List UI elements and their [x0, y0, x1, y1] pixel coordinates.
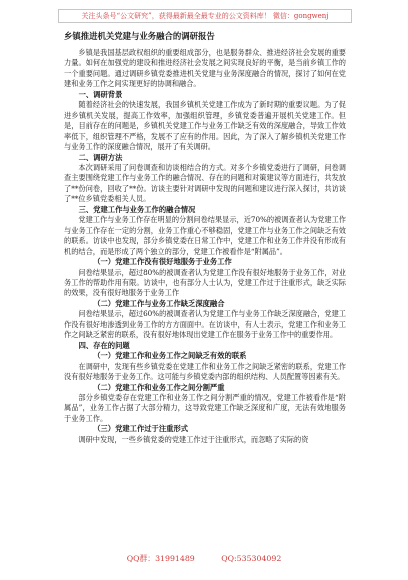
section-heading: （一）党建工作和业务工作之间缺乏有效的联系: [93, 351, 247, 361]
paragraph: 乡镇是我国基层政权组织的重要组成部分，也是服务群众、推进经济社会发展的重要力量。如何在加强党的建设和推进经济社会发展之间实现良好的平衡，是当前乡镇工作的一个重要问题。通过调研乡镇党委推进机关党建与业务深度融合的情况，探讨了如何在党建和业务工作之间实现更好的协调和融合。: [64, 48, 346, 89]
paragraph: 问卷结果显示，超过80%的被调查者认为党建工作没有很好地服务于业务工作，对业务工作的帮助作用有限。访谈中，也有部分人士认为，党建工作过于注重形式，缺乏实际的效果，没有很好地服务于业务工作: [64, 267, 346, 298]
section-heading: 四、存在的问题: [78, 340, 130, 350]
promo-banner: 关注头条号“公文研究”，获得最新最全最专业的公文资料库！ 微信：gongwenj: [58, 9, 352, 23]
paragraph: 党建工作与业务工作存在明显的分割问卷结果显示，近70%的被调查者认为党建工作与业务工作存在一定的分割，业务工作重心不够稳固，党建工作与业务工作之间缺乏有效的联系。访谈中也发现，部分乡镇党委在日常工作中，党建工作和业务工作并没有形成有机的结合，而是形成了两个独立的部分，党建工作被看作是“附属品”。: [64, 215, 346, 256]
paragraph: 随着经济社会的快速发展，我国乡镇机关党建工作成为了新时期的重要议题。为了促进乡镇机关发展，提高工作效率，加强组织管理，乡镇党委普遍开展机关党建工作。但是，目前存在的问题是，乡镇机关党建工作与业务工作缺乏有效的深度融合，导致工作效率低下，组织管理不严格，发展不了应有的作用。因此，为了深入了解乡镇机关党建工作与业务工作的深度融合情况，展开了有关调研。: [64, 100, 346, 152]
page-title: 乡镇推进机关党建与业务融合的调研报告: [64, 31, 215, 41]
paragraph: 部分乡镇党委存在党建工作和业务工作之间分割严重的情况，党建工作被看作是“附属品”，业务工作占据了大部分精力，这导致党建工作缺乏深度和广度，无法有效地服务于业务工作。: [64, 392, 346, 423]
section-heading: （二）党建工作和业务工作之间分割严重: [93, 382, 225, 392]
section-heading: 三、党建工作与业务工作的融合情况: [78, 204, 196, 214]
paragraph: 问卷结果显示，超过60%的被调查者认为党建工作与业务工作缺乏深度融合，党建工作没有很好地渗透到业务工作的方方面面中。在访谈中，有人士表示，党建工作和业务工作之间缺乏紧密的联系，没有很好地体现出党建工作在服务于业务工作中的重要作用。: [64, 309, 346, 340]
footer: [0, 553, 408, 565]
section-heading: 一、调研背景: [78, 89, 123, 99]
document-body: [64, 30, 346, 445]
section-heading: 二、调研方法: [78, 152, 123, 162]
paragraph: 本次调研采用了问卷调查和访谈相结合的方式。对多个乡镇党委进行了调研，问卷调查主要围绕党建工作与业务工作的融合情况、存在的问题和对策建议等方面进行，共发放了**份问卷，回收了**份。访谈主要针对调研中发现的问题和建议进行深入探讨，共访谈了**位乡镇党委相关人员。: [64, 162, 346, 204]
section-heading: （三）党建工作过于注重形式: [93, 424, 189, 434]
footer-qq-contact: QQ:535304092: [221, 554, 282, 563]
footer-qq-group: QQ群：31991489: [126, 554, 195, 563]
section-heading: （一）党建工作没有很好地服务于业务工作: [93, 257, 232, 267]
section-heading: （二）党建工作与业务工作缺乏深度融合: [93, 298, 225, 308]
paragraph: 在调研中，发现有些乡镇党委在党建工作和业务工作之间缺乏紧密的联系，党建工作没有很好地服务于业务工作。这可能与乡镇党委内部的组织结构、人员配置等因素有关。: [64, 361, 346, 382]
paragraph: 调研中发现，一些乡镇党委的党建工作过于注重形式，而忽略了实际的资: [78, 434, 309, 444]
